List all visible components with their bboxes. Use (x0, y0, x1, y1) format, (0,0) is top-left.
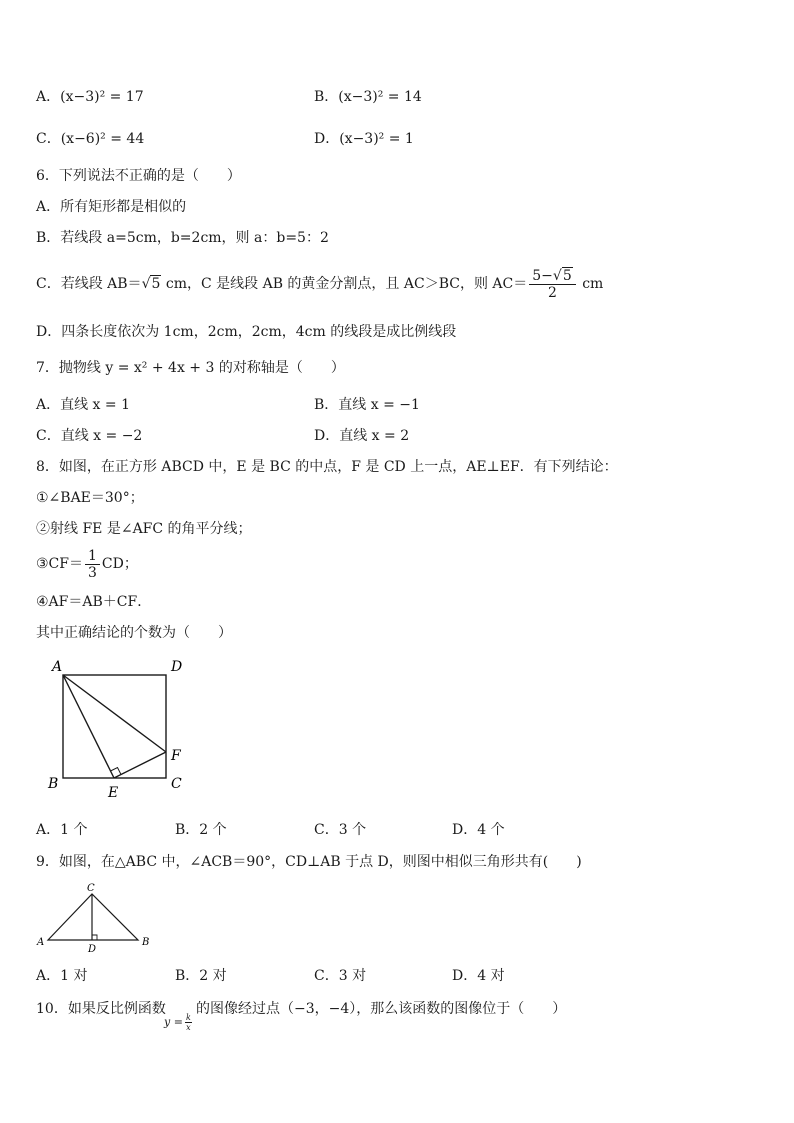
label-b: B (142, 937, 150, 948)
q6-option-b: B．若线段 a=5cm，b=2cm，则 a：b=5：2 (36, 230, 329, 246)
q9-option-d: D．4 对 (452, 968, 505, 984)
label-d: D (88, 944, 97, 954)
q8-conclusion-3-suffix: CD； (101, 556, 138, 572)
q8-option-a: A．1 个 (36, 822, 88, 838)
q8-option-d: D．4 个 (452, 822, 505, 838)
q9-stem: 9．如图，在△ABC 中，∠ACB＝90°，CD⊥AB 于点 D，则图中相似三角形共有( ) (36, 854, 582, 870)
triangle-abc (48, 894, 138, 940)
label-f: F (171, 748, 181, 764)
q8-conclusion-3-fraction: $\frac{1}{3}$ (85, 548, 100, 581)
q10-stem-a: 10．如果反比例函数 (36, 1001, 166, 1017)
label-b: B (48, 776, 59, 792)
q9-option-b: B．2 对 (175, 968, 227, 984)
q6-option-c-fraction: $\frac{5-√5}{2}$ (529, 268, 575, 301)
q5-option-a: A．(x−3)² = 17 (36, 89, 144, 105)
q7-stem: 7．抛物线 y = x² + 4x + 3 的对称轴是（ ） (36, 360, 345, 376)
label-e: E (108, 785, 119, 801)
q7-option-d: D．直线 x = 2 (314, 428, 410, 444)
q7-option-b: B．直线 x = −1 (314, 397, 420, 413)
q8-conclusion-2: ②射线 FE 是∠AFC 的角平分线； (36, 521, 252, 537)
q8-stem: 8．如图，在正方形 ABCD 中，E 是 BC 的中点，F 是 CD 上一点，AE⊥EF．有下列结论： (36, 459, 618, 475)
label-a: A (37, 937, 45, 948)
q10-formula-fraction: $\frac{k}{x}$ (185, 1013, 191, 1032)
segment-ef (114, 752, 166, 778)
q7-option-c: C．直线 x = −2 (36, 428, 143, 444)
sqrt-symbol: √5 (141, 276, 161, 292)
q8-conclusion-1: ①∠BAE＝30°； (36, 490, 144, 506)
q8-conclusion-3 (36, 546, 138, 582)
q5-option-b: B．(x−3)² = 14 (314, 89, 422, 105)
label-c: C (171, 776, 182, 792)
right-angle-mark (92, 935, 97, 940)
square-abcd (63, 675, 166, 778)
label-d: D (171, 659, 183, 675)
q9-option-c: C．3 对 (314, 968, 367, 984)
q9-option-a: A．1 对 (36, 968, 88, 984)
label-a: A (52, 659, 63, 675)
q5-option-c: C．(x−6)² = 44 (36, 131, 145, 147)
q10-stem-b: 的图像经过点（−3，−4），那么该函数的图像位于（ ） (196, 1001, 567, 1017)
label-c: C (87, 883, 95, 894)
segment-ae (63, 675, 114, 778)
q8-ask: 其中正确结论的个数为（ ） (36, 625, 232, 641)
q8-conclusion-4: ④AF＝AB＋CF． (36, 594, 152, 610)
square-figure (40, 655, 200, 803)
q6-option-c-prefix: C．若线段 AB＝ (36, 276, 142, 292)
q6-option-c-mid: cm，C 是线段 AB 的黄金分割点，且 AC＞BC，则 AC＝ (165, 276, 528, 292)
q6-option-c (36, 266, 603, 302)
segment-af (63, 675, 166, 752)
q6-option-d: D．四条长度依次为 1cm，2cm，2cm，4cm 的线段是成比例线段 (36, 324, 457, 340)
q6-option-a: A．所有矩形都是相似的 (36, 199, 187, 215)
q7-option-a: A．直线 x = 1 (36, 397, 130, 413)
q6-stem: 6．下列说法不正确的是（ ） (36, 168, 241, 184)
q6-option-c-unit: cm (582, 276, 604, 292)
q8-option-c: C．3 个 (314, 822, 367, 838)
triangle-figure (34, 878, 162, 954)
q10-formula (164, 1013, 194, 1032)
q5-option-d: D．(x−3)² = 1 (314, 131, 414, 147)
q8-conclusion-3-prefix: ③CF＝ (36, 556, 83, 572)
q10-formula-lhs: y = (164, 1015, 183, 1029)
q8-option-b: B．2 个 (175, 822, 227, 838)
